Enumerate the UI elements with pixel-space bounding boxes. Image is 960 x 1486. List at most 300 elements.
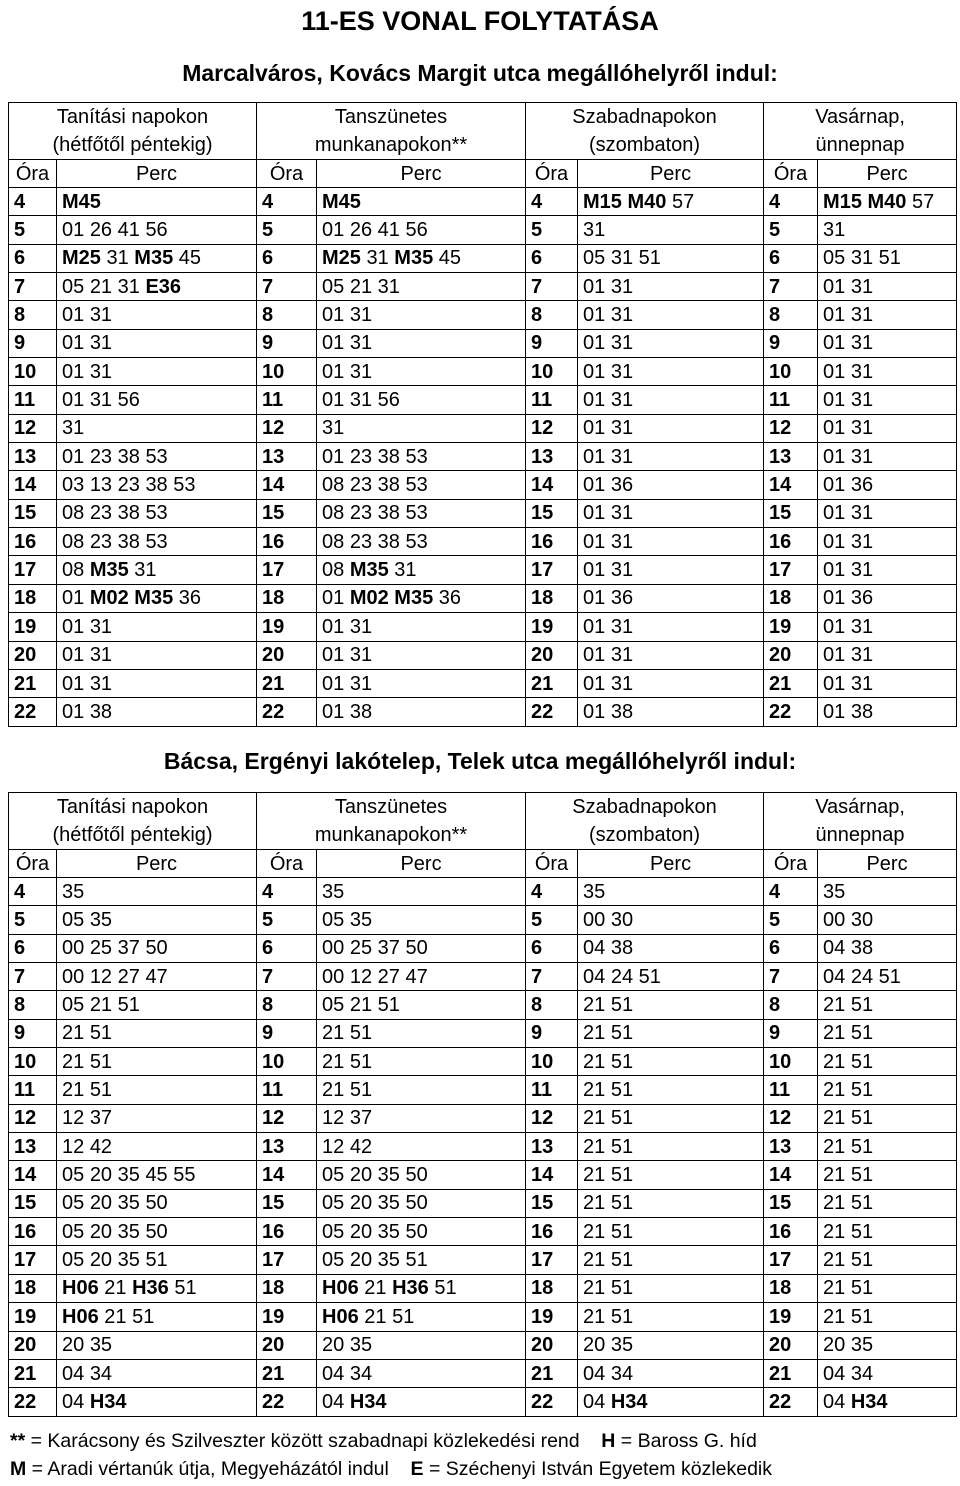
hour-cell: 12 [526, 414, 578, 442]
minutes-cell: 01 31 [578, 443, 764, 471]
table-row [9, 556, 957, 584]
hour-cell: 9 [764, 1019, 818, 1047]
legend-text-m: = Aradi vértanúk útja, Megyeházától indul [26, 1458, 389, 1480]
minutes-cell: 04 34 [818, 1359, 957, 1387]
hour-cell: 13 [764, 1133, 818, 1161]
minutes-cell: 01 31 [578, 499, 764, 527]
minute-header: Perc [57, 160, 257, 188]
route-variant-code: H06 [62, 1305, 99, 1328]
hour-cell: 15 [257, 1189, 317, 1217]
hour-cell: 4 [257, 878, 317, 906]
route-variant-code: H34 [850, 1390, 888, 1413]
hour-cell: 20 [526, 641, 578, 669]
minutes-cell: 21 51 [578, 1274, 764, 1302]
hour-cell: 8 [257, 301, 317, 329]
minutes-cell: 21 51 [57, 1019, 257, 1047]
column-header-line2: ünnepnap [815, 824, 905, 846]
legend-text-holiday: = Karácsony és Szilveszter között szabadnapi közlekedési rend [25, 1430, 580, 1452]
column-header-line1: Tanítási napokon [56, 106, 209, 128]
hour-cell: 7 [764, 273, 818, 301]
minutes-cell: 03 13 23 38 53 [57, 471, 257, 499]
legend-line-1 [10, 1427, 955, 1455]
column-header-line1: Szabadnapokon [572, 796, 717, 818]
route-variant-code: M45 [322, 190, 361, 213]
route-variant-code: H06 [62, 1277, 99, 1300]
minutes-cell: 04 34 [317, 1359, 526, 1387]
minutes-cell: 05 21 31 [317, 273, 526, 301]
minutes-cell: 01 36 [578, 471, 764, 499]
hour-cell: 16 [526, 1218, 578, 1246]
minutes-cell: 01 31 [578, 414, 764, 442]
table-row [9, 1246, 957, 1274]
minutes-cell: 21 51 [578, 991, 764, 1019]
minutes-cell: 05 20 35 50 [57, 1218, 257, 1246]
hour-cell: 4 [526, 878, 578, 906]
hour-cell: 17 [764, 556, 818, 584]
route-variant-code: H36 [132, 1277, 169, 1300]
minutes-cell: 05 21 31 E36 [57, 273, 257, 301]
hour-cell: 17 [257, 1246, 317, 1274]
minutes-cell: 08 23 38 53 [57, 499, 257, 527]
minutes-cell: 01 31 [818, 301, 957, 329]
hour-cell: 18 [9, 584, 57, 612]
hour-cell: 18 [764, 1274, 818, 1302]
hour-cell: 21 [9, 1359, 57, 1387]
hour-cell: 4 [9, 188, 57, 216]
minutes-cell: 21 51 [818, 1133, 957, 1161]
minutes-cell: 01 M02 M35 36 [317, 584, 526, 612]
hour-cell: 12 [257, 414, 317, 442]
hour-cell: 6 [257, 244, 317, 272]
timetable-bacsa [8, 792, 957, 1417]
minutes-cell: 12 37 [57, 1104, 257, 1132]
hour-cell: 11 [9, 1076, 57, 1104]
minutes-cell: 08 M35 31 [317, 556, 526, 584]
table-row [9, 329, 957, 357]
column-header-line1: Tanítási napokon [56, 796, 209, 818]
hour-cell: 8 [526, 301, 578, 329]
minutes-cell: 20 35 [57, 1331, 257, 1359]
column-header [257, 103, 526, 160]
table-row [9, 1359, 957, 1387]
hour-cell: 4 [9, 878, 57, 906]
minutes-cell: 05 21 51 [317, 991, 526, 1019]
hour-cell: 19 [526, 613, 578, 641]
route-variant-code: M02 [349, 587, 389, 610]
route-variant-code: M35 [134, 587, 174, 610]
minutes-cell: 04 H34 [57, 1388, 257, 1416]
minutes-cell: 01 31 [818, 669, 957, 697]
hour-cell: 22 [764, 698, 818, 726]
minute-header: Perc [57, 850, 257, 878]
hour-cell: 9 [764, 329, 818, 357]
minutes-cell: H06 21 H36 51 [317, 1274, 526, 1302]
hour-cell: 12 [9, 414, 57, 442]
hour-cell: 7 [9, 273, 57, 301]
hour-cell: 13 [9, 443, 57, 471]
route-variant-code: M25 [62, 247, 101, 270]
route-variant-code: M35 [134, 247, 174, 270]
table-row [9, 991, 957, 1019]
minutes-cell: 05 20 35 50 [317, 1189, 526, 1217]
route-variant-code: M15 [583, 190, 622, 213]
hour-cell: 4 [764, 878, 818, 906]
hour-cell: 14 [9, 1161, 57, 1189]
minute-header: Perc [317, 160, 526, 188]
minutes-cell: 01 31 [317, 329, 526, 357]
hour-header: Óra [764, 160, 818, 188]
hour-cell: 16 [9, 528, 57, 556]
hour-cell: 4 [764, 188, 818, 216]
hour-cell: 7 [9, 963, 57, 991]
hour-cell: 19 [257, 1303, 317, 1331]
minutes-cell: 01 38 [578, 698, 764, 726]
minutes-cell: 21 51 [57, 1048, 257, 1076]
hour-cell: 20 [257, 1331, 317, 1359]
legend-key-h: H [601, 1430, 616, 1452]
minutes-cell: 12 42 [317, 1133, 526, 1161]
column-header-row [9, 103, 957, 160]
minutes-cell: H06 21 51 [317, 1303, 526, 1331]
hour-cell: 18 [526, 584, 578, 612]
hour-cell: 9 [257, 1019, 317, 1047]
table-row [9, 301, 957, 329]
table-row [9, 906, 957, 934]
hour-cell: 10 [257, 358, 317, 386]
minutes-cell: 08 23 38 53 [317, 471, 526, 499]
minutes-cell: 21 51 [818, 1274, 957, 1302]
hour-header: Óra [526, 160, 578, 188]
minutes-cell: 21 51 [317, 1048, 526, 1076]
hour-cell: 22 [764, 1388, 818, 1416]
minutes-cell: 01 38 [818, 698, 957, 726]
minutes-cell: 21 51 [818, 1189, 957, 1217]
hour-cell: 19 [526, 1303, 578, 1331]
minutes-cell: 31 [578, 216, 764, 244]
hour-cell: 18 [526, 1274, 578, 1302]
minute-header: Perc [317, 850, 526, 878]
hour-header: Óra [257, 160, 317, 188]
table-row [9, 499, 957, 527]
table-row [9, 934, 957, 962]
minutes-cell: 05 35 [57, 906, 257, 934]
column-header-line1: Szabadnapokon [572, 106, 717, 128]
table-row [9, 1048, 957, 1076]
minutes-cell: 01 31 [818, 528, 957, 556]
minutes-cell: 21 51 [818, 991, 957, 1019]
hour-cell: 7 [257, 963, 317, 991]
hour-cell: 12 [764, 414, 818, 442]
minutes-cell: 21 51 [578, 1076, 764, 1104]
minutes-cell: 20 35 [578, 1331, 764, 1359]
hour-cell: 10 [9, 1048, 57, 1076]
route-variant-code: E36 [145, 275, 182, 298]
minutes-cell: 01 31 56 [317, 386, 526, 414]
section-title-bacsa: Bácsa, Ergényi lakótelep, Telek utca megállóhelyről indul: [163, 748, 797, 774]
column-header [257, 793, 526, 850]
hour-cell: 5 [526, 906, 578, 934]
hour-cell: 11 [764, 1076, 818, 1104]
minutes-cell: 05 31 51 [818, 244, 957, 272]
hour-cell: 7 [257, 273, 317, 301]
table-row [9, 1104, 957, 1132]
minutes-cell: 04 38 [818, 934, 957, 962]
hour-cell: 21 [526, 669, 578, 697]
hour-header: Óra [9, 160, 57, 188]
table-row [9, 1218, 957, 1246]
minutes-cell: 01 31 [578, 641, 764, 669]
minutes-cell: 01 31 [317, 358, 526, 386]
minutes-cell: M15 M40 57 [818, 188, 957, 216]
route-variant-code: M40 [627, 190, 667, 213]
minutes-cell: 00 25 37 50 [317, 934, 526, 962]
route-variant-code: H06 [322, 1277, 359, 1300]
minutes-cell: 01 23 38 53 [57, 443, 257, 471]
column-header [764, 793, 957, 850]
hour-cell: 13 [9, 1133, 57, 1161]
minutes-cell: 01 31 [578, 301, 764, 329]
table-row [9, 188, 957, 216]
table-row [9, 471, 957, 499]
minutes-cell: 04 34 [57, 1359, 257, 1387]
minutes-cell: 01 31 [57, 301, 257, 329]
hour-cell: 21 [257, 1359, 317, 1387]
minutes-cell [317, 188, 526, 216]
minute-header: Perc [818, 160, 957, 188]
hour-cell: 20 [526, 1331, 578, 1359]
hour-cell: 9 [257, 329, 317, 357]
hour-cell: 10 [764, 358, 818, 386]
minutes-cell: 08 23 38 53 [317, 528, 526, 556]
minutes-cell: 01 36 [818, 471, 957, 499]
minutes-cell: 05 20 35 50 [57, 1189, 257, 1217]
minutes-cell: 21 51 [317, 1076, 526, 1104]
hour-cell: 20 [764, 641, 818, 669]
minutes-cell: 05 20 35 51 [317, 1246, 526, 1274]
column-header-line2: ünnepnap [815, 134, 905, 156]
hour-cell: 16 [526, 528, 578, 556]
hour-cell: 4 [257, 188, 317, 216]
minutes-cell: 21 51 [578, 1303, 764, 1331]
hour-cell: 10 [257, 1048, 317, 1076]
table-row [9, 216, 957, 244]
minutes-cell: 05 20 35 50 [317, 1218, 526, 1246]
minutes-cell: 05 31 51 [578, 244, 764, 272]
hour-cell: 9 [526, 329, 578, 357]
column-header-line2: (szombaton) [588, 824, 701, 846]
route-variant-code: H34 [89, 1390, 127, 1413]
minutes-cell: 04 H34 [317, 1388, 526, 1416]
hour-cell: 19 [257, 613, 317, 641]
minutes-cell: 35 [317, 878, 526, 906]
table-row [9, 414, 957, 442]
hour-cell: 14 [764, 471, 818, 499]
hour-cell: 15 [9, 1189, 57, 1217]
hour-cell: 15 [526, 499, 578, 527]
route-variant-code: M25 [322, 247, 361, 270]
hour-cell: 15 [9, 499, 57, 527]
table-row [9, 386, 957, 414]
hour-cell: 16 [9, 1218, 57, 1246]
hour-cell: 22 [526, 698, 578, 726]
table-row [9, 358, 957, 386]
route-variant-code: H34 [610, 1390, 648, 1413]
minutes-cell: 01 31 [317, 301, 526, 329]
hour-cell: 9 [526, 1019, 578, 1047]
hour-cell: 15 [764, 1189, 818, 1217]
hour-cell: 18 [9, 1274, 57, 1302]
minutes-cell: 01 31 [818, 613, 957, 641]
minutes-cell: 35 [818, 878, 957, 906]
hour-cell: 17 [257, 556, 317, 584]
minutes-cell [57, 188, 257, 216]
hour-header: Óra [526, 850, 578, 878]
column-header-line1: Vasárnap, [815, 106, 905, 128]
minutes-cell: 01 31 [578, 273, 764, 301]
minutes-cell: 05 21 51 [57, 991, 257, 1019]
minutes-cell: 08 23 38 53 [57, 528, 257, 556]
hour-cell: 16 [257, 528, 317, 556]
hour-cell: 18 [764, 584, 818, 612]
legend-line-2 [10, 1455, 955, 1483]
table-row [9, 613, 957, 641]
minutes-cell: 21 51 [818, 1303, 957, 1331]
minute-header: Perc [818, 850, 957, 878]
hour-cell: 22 [526, 1388, 578, 1416]
minutes-cell: 01 31 [317, 613, 526, 641]
hour-cell: 5 [9, 906, 57, 934]
hour-cell: 22 [257, 1388, 317, 1416]
route-variant-code: M02 [89, 587, 129, 610]
minutes-cell: 01 31 [578, 528, 764, 556]
hour-cell: 20 [9, 641, 57, 669]
hour-cell: 21 [257, 669, 317, 697]
hour-cell: 20 [9, 1331, 57, 1359]
hour-cell: 9 [9, 1019, 57, 1047]
minutes-cell: 01 31 [578, 329, 764, 357]
table-row [9, 1274, 957, 1302]
hour-cell: 14 [526, 471, 578, 499]
minutes-cell: 01 36 [578, 584, 764, 612]
column-header-line2: (hétfőtől péntekig) [52, 824, 213, 846]
column-header-line2: munkanapokon** [314, 134, 468, 156]
hour-cell: 11 [526, 1076, 578, 1104]
minutes-cell: 00 12 27 47 [57, 963, 257, 991]
hour-cell: 5 [9, 216, 57, 244]
hour-cell: 5 [526, 216, 578, 244]
minutes-cell: 04 H34 [578, 1388, 764, 1416]
hour-cell: 5 [764, 906, 818, 934]
hour-cell: 20 [764, 1331, 818, 1359]
route-variant-code: M35 [349, 559, 389, 582]
hour-cell: 5 [257, 216, 317, 244]
table-row [9, 1303, 957, 1331]
hour-cell: 18 [257, 1274, 317, 1302]
hour-cell: 13 [764, 443, 818, 471]
minutes-cell: 21 51 [578, 1246, 764, 1274]
column-header-line2: (hétfőtől péntekig) [52, 134, 213, 156]
route-variant-code: H34 [349, 1390, 387, 1413]
minutes-cell: 21 51 [317, 1019, 526, 1047]
hour-cell: 17 [526, 1246, 578, 1274]
timetable-marcalvaros [8, 102, 957, 727]
hour-cell: 21 [9, 669, 57, 697]
hour-cell: 6 [526, 934, 578, 962]
minutes-cell: 01 31 [818, 641, 957, 669]
minutes-cell: 01 26 41 56 [317, 216, 526, 244]
minutes-cell: 21 51 [818, 1076, 957, 1104]
minutes-cell: 31 [818, 216, 957, 244]
hour-cell: 6 [764, 934, 818, 962]
minutes-cell: 21 51 [578, 1218, 764, 1246]
minutes-cell: 21 51 [818, 1161, 957, 1189]
minutes-cell: 04 24 51 [578, 963, 764, 991]
hour-cell: 18 [257, 584, 317, 612]
route-variant-code: H06 [322, 1305, 359, 1328]
route-variant-code: M40 [867, 190, 907, 213]
hour-cell: 10 [764, 1048, 818, 1076]
column-header [9, 103, 257, 160]
legend-text-h: = Baross G. híd [615, 1430, 757, 1452]
hour-cell: 19 [9, 1303, 57, 1331]
minutes-cell: 04 H34 [818, 1388, 957, 1416]
hour-cell: 22 [257, 698, 317, 726]
column-header-line1: Vasárnap, [815, 796, 905, 818]
minutes-cell: 08 23 38 53 [317, 499, 526, 527]
minutes-cell: 01 26 41 56 [57, 216, 257, 244]
sub-header-row [9, 160, 957, 188]
hour-cell: 5 [257, 906, 317, 934]
sub-header-row [9, 850, 957, 878]
hour-cell: 17 [764, 1246, 818, 1274]
minute-header: Perc [578, 850, 764, 878]
hour-cell: 6 [9, 934, 57, 962]
column-header [9, 793, 257, 850]
hour-cell: 13 [526, 443, 578, 471]
minutes-cell: 12 42 [57, 1133, 257, 1161]
hour-cell: 8 [257, 991, 317, 1019]
hour-cell: 13 [257, 443, 317, 471]
minutes-cell: 01 31 [578, 386, 764, 414]
minutes-cell: 01 31 [818, 273, 957, 301]
route-variant-code: M35 [394, 587, 434, 610]
hour-cell: 8 [764, 991, 818, 1019]
hour-cell: 7 [764, 963, 818, 991]
minutes-cell: M25 31 M35 45 [317, 244, 526, 272]
hour-cell: 7 [526, 273, 578, 301]
legend-key-holiday: ** [10, 1430, 26, 1452]
hour-cell: 8 [9, 301, 57, 329]
table-row [9, 584, 957, 612]
hour-cell: 8 [764, 301, 818, 329]
column-header-line1: Tanszünetes [334, 106, 448, 128]
hour-cell: 4 [526, 188, 578, 216]
hour-cell: 7 [526, 963, 578, 991]
hour-cell: 21 [764, 669, 818, 697]
hour-cell: 16 [257, 1218, 317, 1246]
hour-header: Óra [764, 850, 818, 878]
minutes-cell: 01 31 [578, 613, 764, 641]
hour-cell: 11 [257, 1076, 317, 1104]
hour-cell: 17 [526, 556, 578, 584]
page-title: 11-ES VONAL FOLYTATÁSA [301, 6, 659, 36]
hour-cell: 16 [764, 528, 818, 556]
minutes-cell: 05 20 35 45 55 [57, 1161, 257, 1189]
minutes-cell: 21 51 [578, 1048, 764, 1076]
hour-cell: 10 [526, 358, 578, 386]
minutes-cell: 21 51 [818, 1218, 957, 1246]
minutes-cell: 12 37 [317, 1104, 526, 1132]
